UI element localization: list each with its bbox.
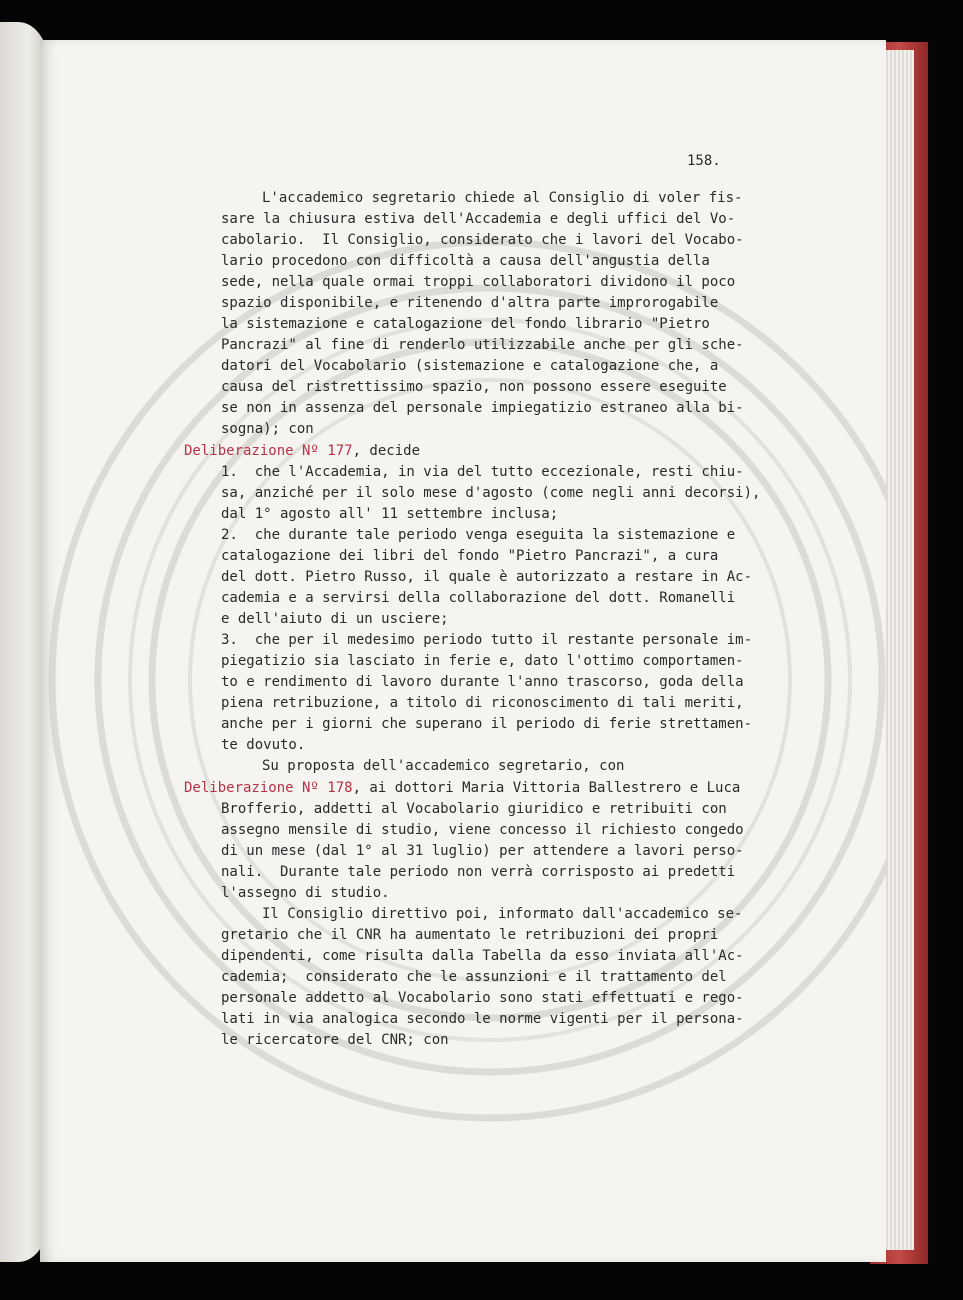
text-line: anche per i giorni che superano il periodo di ferie strettamen- [221, 716, 753, 732]
text-line: 1. che l'Accademia, in via del tutto eccezionale, resti chiu- [221, 464, 744, 480]
text-line: cademia; considerato che le assunzioni e il trattamento del [221, 969, 727, 985]
text-line: la sistemazione e catalogazione del fondo librario "Pietro [221, 316, 710, 332]
text-line: nali. Durante tale periodo non verrà corrisposto ai predetti [221, 864, 736, 880]
text-line: dal 1° agosto all' 11 settembre inclusa; [221, 506, 559, 522]
text-line: del dott. Pietro Russo, il quale è autorizzato a restare in Ac- [221, 569, 753, 585]
text-line: cademia e a servirsi della collaborazione del dott. Romanelli [221, 590, 736, 606]
text-line: e dell'aiuto di un usciere; [221, 611, 449, 627]
text-line: 2. che durante tale periodo venga eseguita la sistemazione e [221, 527, 736, 543]
text-line: piegatizio sia lasciato in ferie e, dato l'ottimo comportamen- [221, 653, 744, 669]
text-line: sede, nella quale ormai troppi collaboratori dividono il poco [221, 274, 736, 290]
text-line: cabolario. Il Consiglio, considerato che i lavori del Vocabo- [221, 232, 744, 248]
deliberation-177-line: Deliberazione Nº 177, decide [184, 443, 421, 459]
page-number: 158. [687, 153, 721, 169]
text-line: Pancrazi" al fine di renderlo utilizzabile anche per gli sche- [221, 337, 744, 353]
text-line: lati in via analogica secondo le norme vigenti per il persona- [221, 1011, 744, 1027]
text-line: catalogazione dei libri del fondo "Pietro Pancrazi", a cura [221, 548, 719, 564]
text-line: se non in assenza del personale impiegatizio estraneo alla bi- [221, 400, 744, 416]
text-line: Su proposta dell'accademico segretario, con [262, 758, 625, 774]
text-line: Il Consiglio direttivo poi, informato dall'accademico se- [262, 906, 743, 922]
text-line: sare la chiusura estiva dell'Accademia e degli uffici del Vo- [221, 211, 736, 227]
text-line: l'assegno di studio. [221, 885, 390, 901]
text-line: le ricercatore del CNR; con [221, 1032, 449, 1048]
text-line: dipendenti, come risulta dalla Tabella da esso inviata all'Ac- [221, 948, 744, 964]
text-line: causa del ristrettissimo spazio, non possono essere eseguite [221, 379, 727, 395]
text-line: L'accademico segretario chiede al Consiglio di voler fis- [262, 190, 743, 206]
text-line: personale addetto al Vocabolario sono stati effettuati e rego- [221, 990, 744, 1006]
text-line: spazio disponibile, e ritenendo d'altra parte improrogabile [221, 295, 719, 311]
text-line: 3. che per il medesimo periodo tutto il restante personale im- [221, 632, 753, 648]
text-line: assegno mensile di studio, viene concesso il richiesto congedo [221, 822, 744, 838]
text-line: Brofferio, addetti al Vocabolario giuridico e retribuiti con [221, 801, 727, 817]
text-line: piena retribuzione, a titolo di riconoscimento di tali meriti, [221, 695, 744, 711]
deliberation-label: Deliberazione Nº 178 [184, 780, 353, 796]
text-line: datori del Vocabolario (sistemazione e catalogazione che, a [221, 358, 719, 374]
text-line: gretario che il CNR ha aumentato le retribuzioni dei propri [221, 927, 719, 943]
text-line: te dovuto. [221, 737, 306, 753]
text-line: sogna); con [221, 421, 314, 437]
deliberation-label: Deliberazione Nº 177 [184, 443, 353, 459]
deliberation-178-line: Deliberazione Nº 178, ai dottori Maria Vittoria Ballestrero e Luca [184, 780, 741, 796]
text-line: di un mese (dal 1° al 31 luglio) per attendere a lavori perso- [221, 843, 744, 859]
document-page [40, 40, 886, 1262]
text-line: lario procedono con difficoltà a causa dell'angustia della [221, 253, 710, 269]
text-line: sa, anziché per il solo mese d'agosto (come negli anni decorsi), [221, 485, 761, 501]
text-line: to e rendimento di lavoro durante l'anno trascorso, goda della [221, 674, 744, 690]
